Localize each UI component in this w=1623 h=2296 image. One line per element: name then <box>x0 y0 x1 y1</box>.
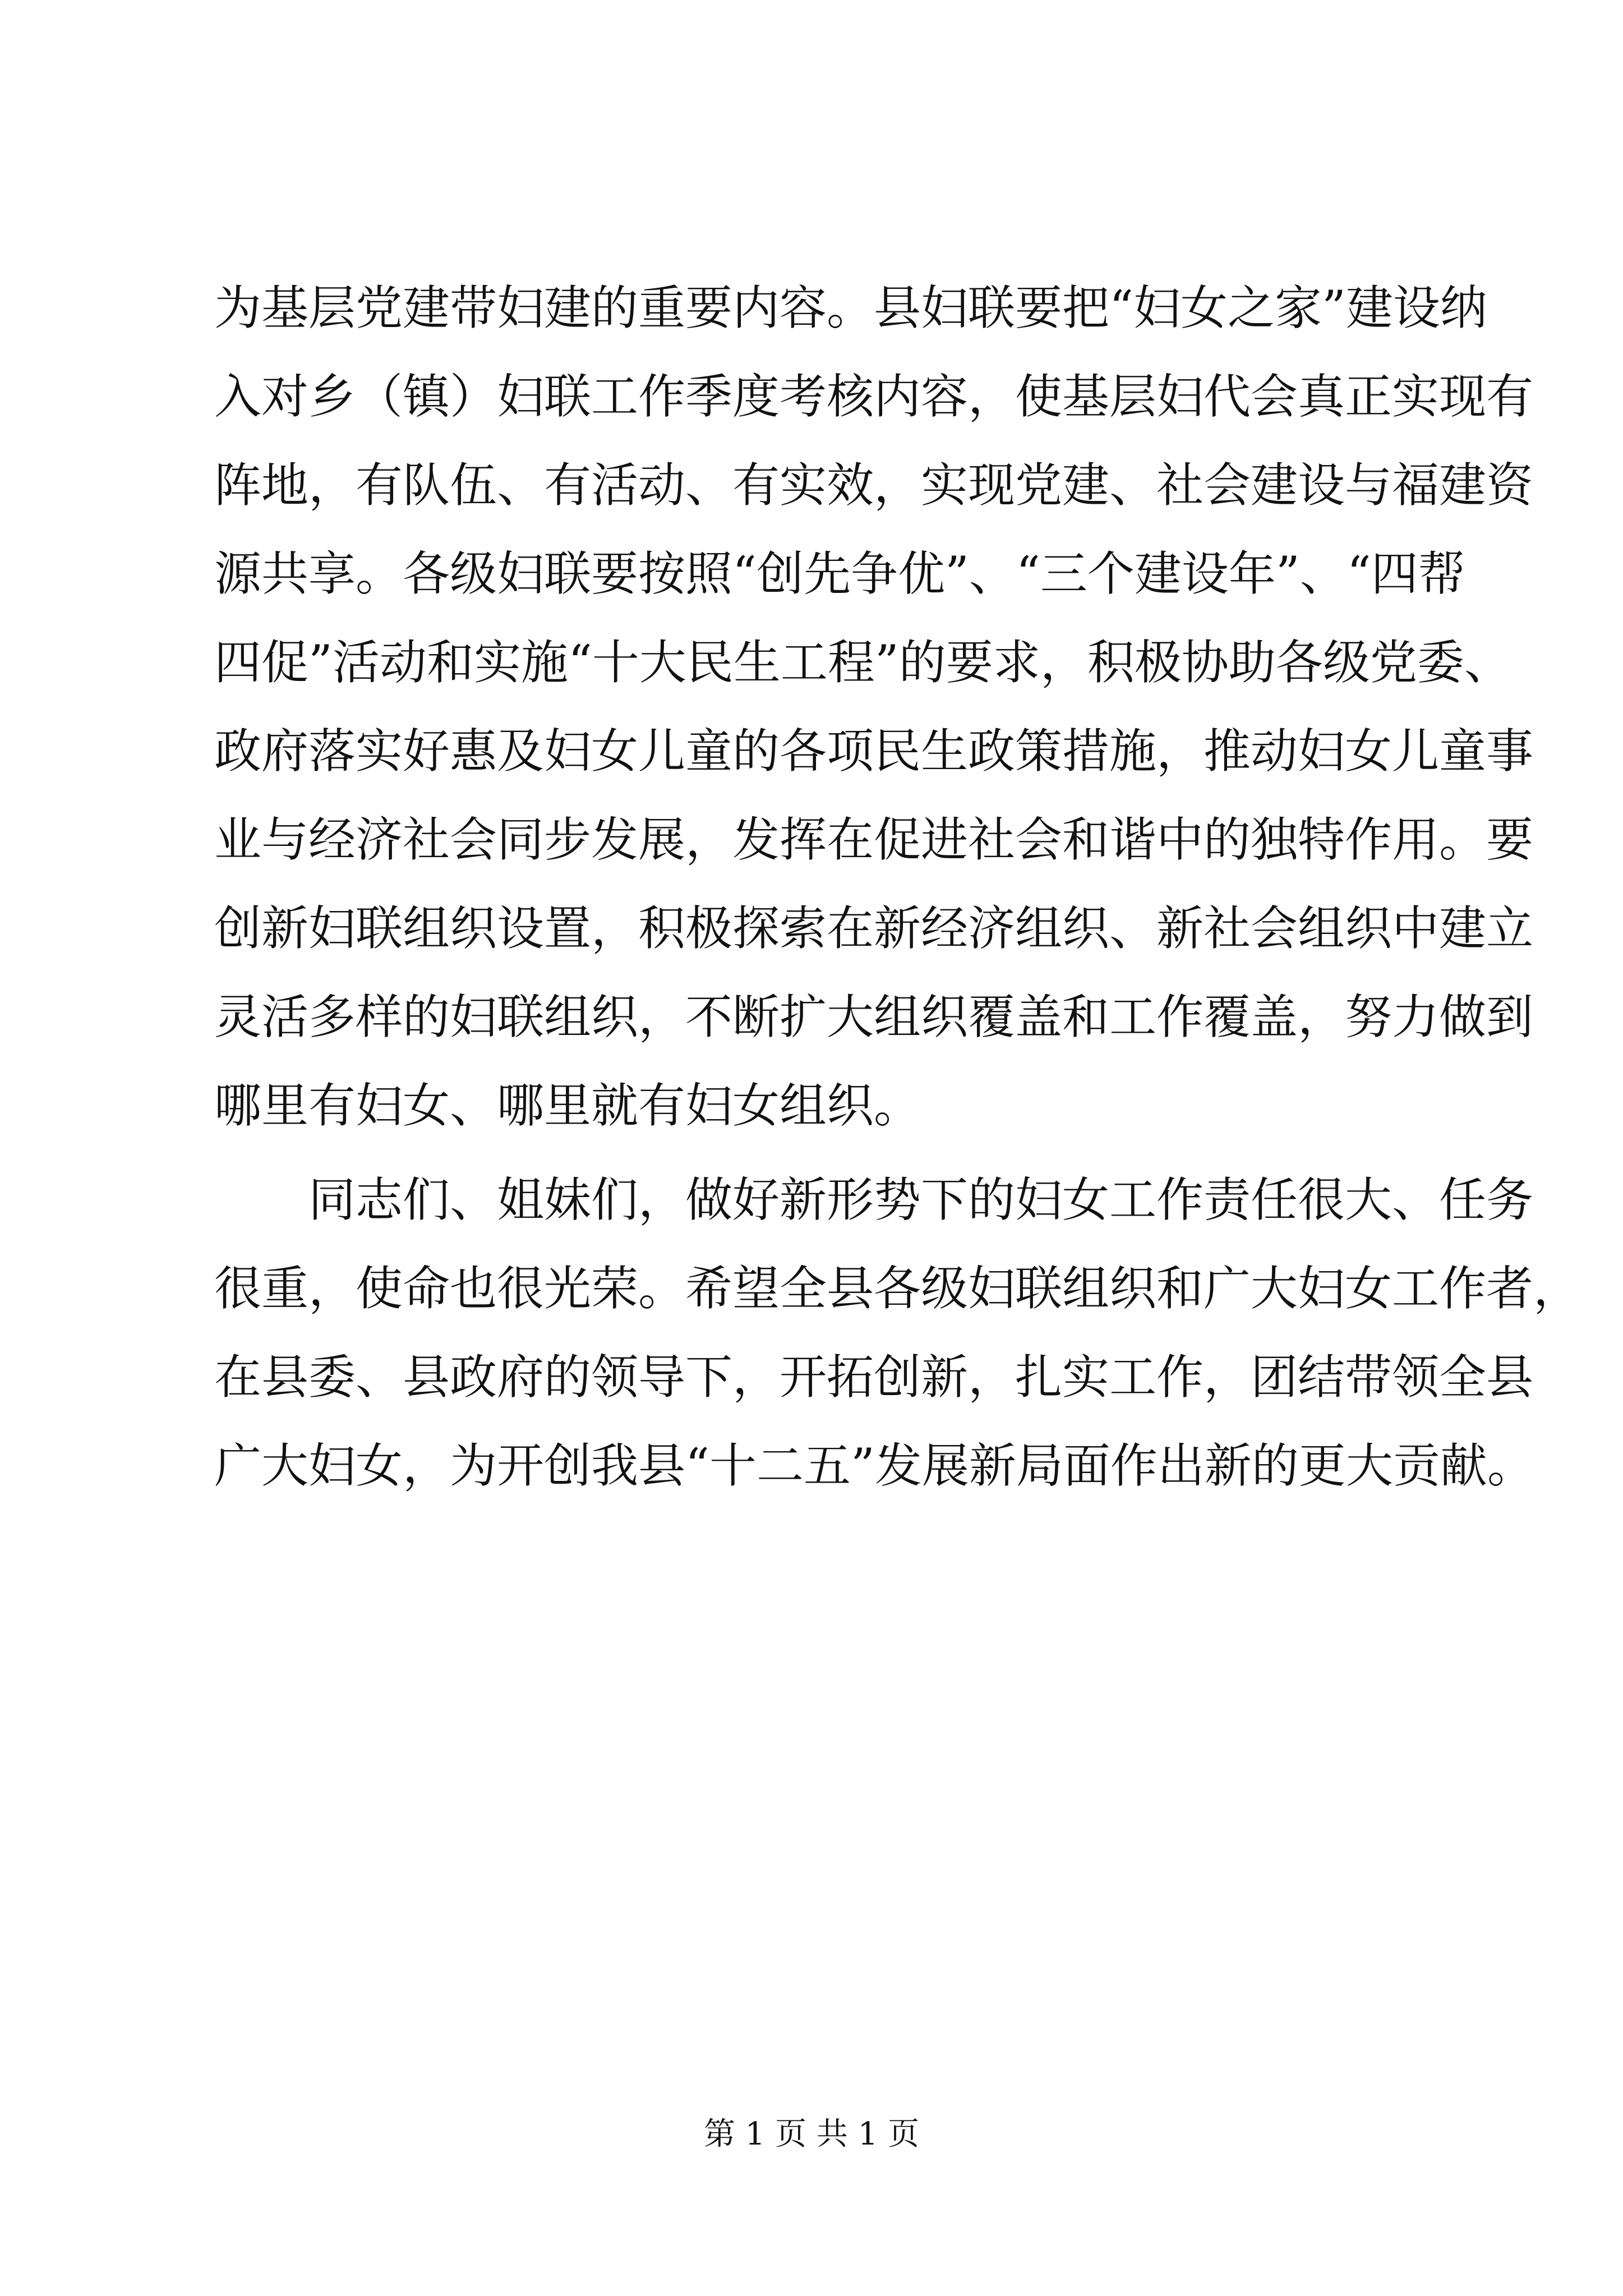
text-line: 很重，使命也很光荣。希望全县各级妇联组织和广大妇女工作者， <box>214 1261 1581 1316</box>
text-line: 灵活多样的妇联组织，不断扩大组织覆盖和工作覆盖，努力做到 <box>214 990 1534 1045</box>
text-line: 广大妇女，为开创我县“十二五”发展新局面作出新的更大贡献。 <box>214 1438 1534 1493</box>
text-line: 阵地，有队伍、有活动、有实效，实现党建、社会建设与福建资 <box>214 458 1534 513</box>
paragraph-1 <box>214 264 1534 1150</box>
text-line: 为基层党建带妇建的重要内容。县妇联要把“妇女之家”建设纳 <box>214 280 1487 335</box>
paragraph-gap <box>214 1150 1423 1156</box>
document-body <box>214 264 1581 1510</box>
text-line: 哪里有妇女、哪里就有妇女组织。 <box>214 1078 921 1133</box>
text-line: 同志们、姐妹们，做好新形势下的妇女工作责任很大、任务 <box>308 1172 1534 1227</box>
text-line: 政府落实好惠及妇女儿童的各项民生政策措施，推动妇女儿童事 <box>214 724 1534 779</box>
text-line: 源共享。各级妇联要按照“创先争优”、“三个建设年”、“四帮 <box>214 546 1465 601</box>
text-line: 四促”活动和实施“十大民生工程”的要求，积极协助各级党委、 <box>214 635 1511 690</box>
text-line: 入对乡（镇）妇联工作季度考核内容，使基层妇代会真正实现有 <box>214 369 1534 424</box>
page-footer: 第 1 页 共 1 页 <box>703 2116 920 2152</box>
text-line: 在县委、县政府的领导下，开拓创新，扎实工作，团结带领全县 <box>214 1350 1534 1405</box>
text-line: 创新妇联组织设置，积极探索在新经济组织、新社会组织中建立 <box>214 901 1534 956</box>
paragraph-2 <box>214 1156 1581 1510</box>
text-line: 业与经济社会同步发展，发挥在促进社会和谐中的独特作用。要 <box>214 812 1534 867</box>
